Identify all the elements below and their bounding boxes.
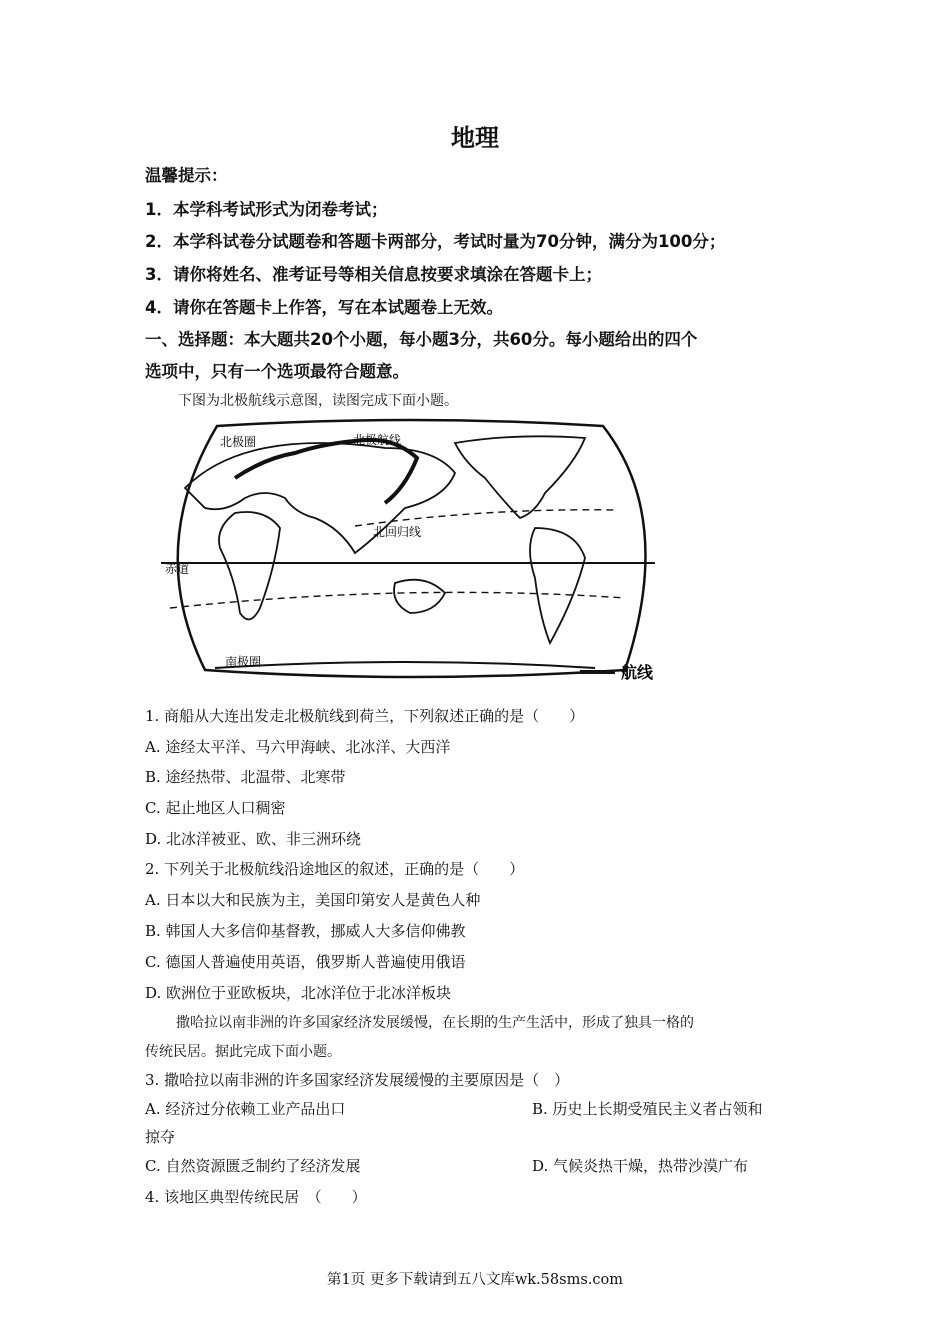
notice-item-1: 1．本学科考试形式为闭卷考试；	[145, 200, 388, 219]
q3-option-b-cont: 掠夺	[145, 1128, 176, 1146]
notice-heading: 温馨提示：	[145, 166, 228, 185]
q1-option-d: D. 北冰洋被亚、欧、非三洲环绕	[145, 830, 362, 848]
australia-shape	[394, 580, 445, 613]
q1-option-a: A. 途经太平洋、马六甲海峡、北冰洋、大西洋	[145, 738, 451, 756]
arctic-route-map	[155, 418, 665, 690]
antarctica-shape	[215, 662, 595, 668]
label-tropic: 北回归线	[373, 525, 422, 539]
notice-item-3: 3．请你将姓名、准考证号等相关信息按要求填涂在答题卡上；	[145, 265, 602, 284]
q2-option-c: C. 德国人普遍使用英语，俄罗斯人普遍使用俄语	[145, 953, 466, 971]
q3-option-b: B. 历史上长期受殖民主义者占领和	[532, 1100, 763, 1118]
notice-item-4: 4．请你在答题卡上作答，写在本试题卷上无效。	[145, 298, 503, 317]
q3-option-d: D. 气候炎热干燥，热带沙漠广布	[532, 1157, 749, 1175]
page-title: 地理	[451, 124, 499, 152]
intro2-line2: 传统民居。据此完成下面小题。	[145, 1044, 341, 1060]
label-equator: 赤道	[165, 562, 190, 576]
legend-label: 航线	[621, 663, 654, 682]
section-heading-line2: 选项中，只有一个选项最符合题意。	[145, 362, 409, 381]
q4-stem: 4. 该地区典型传统民居 （ ）	[145, 1188, 367, 1206]
map-intro: 下图为北极航线示意图，读图完成下面小题。	[178, 393, 458, 409]
label-antarctic-circle: 南极圈	[225, 655, 262, 669]
map-frame	[178, 420, 646, 677]
section-heading-line1: 一、选择题：本大题共20个小题，每小题3分，共60分。每小题给出的四个	[145, 330, 698, 349]
intro2-line1: 撒哈拉以南非洲的许多国家经济发展缓慢，在长期的生产生活中，形成了独具一格的	[176, 1015, 694, 1031]
q1-option-b: B. 途经热带、北温带、北寒带	[145, 768, 346, 786]
q2-stem: 2. 下列关于北极航线沿途地区的叙述，正确的是（ ）	[145, 860, 525, 878]
q2-option-d: D. 欧洲位于亚欧板块，北冰洋位于北冰洋板块	[145, 984, 452, 1002]
north-america-shape	[455, 436, 585, 518]
q3-option-c: C. 自然资源匮乏制约了经济发展	[145, 1157, 361, 1175]
label-arctic-circle: 北极圈	[220, 435, 257, 449]
south-america-shape	[530, 528, 585, 643]
africa-shape	[219, 512, 280, 619]
page-footer: 第1页 更多下载请到五八文库wk.58sms.com	[327, 1272, 623, 1288]
q2-option-a: A. 日本以大和民族为主，美国印第安人是黄色人种	[145, 891, 481, 909]
q3-stem: 3. 撒哈拉以南非洲的许多国家经济发展缓慢的主要原因是（ ）	[145, 1071, 570, 1089]
notice-item-2: 2．本学科试卷分试题卷和答题卡两部分，考试时量为70分钟，满分为100分；	[145, 232, 726, 251]
q2-option-b: B. 韩国人大多信仰基督教，挪威人大多信仰佛教	[145, 922, 466, 940]
q3-option-a: A. 经济过分依赖工业产品出口	[145, 1100, 346, 1118]
q1-stem: 1. 商船从大连出发走北极航线到荷兰，下列叙述正确的是（ ）	[145, 707, 585, 725]
q1-option-c: C. 起止地区人口稠密	[145, 799, 286, 817]
label-arctic-route: 北极航线	[353, 433, 402, 447]
